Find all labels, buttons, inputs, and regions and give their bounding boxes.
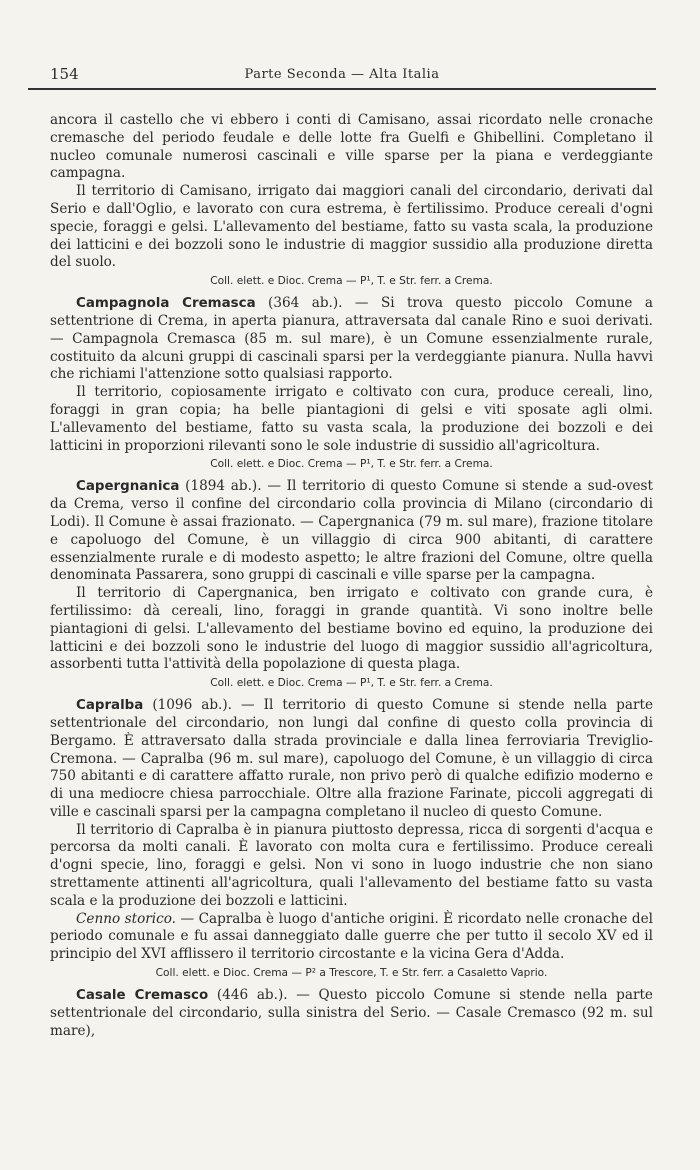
entry-paragraph <box>50 295 653 384</box>
entry-name: Capergnanica <box>76 479 180 495</box>
entry-name: Casale Cremasco <box>76 988 209 1004</box>
page-number: 154 <box>50 65 79 83</box>
entry-paragraph <box>50 697 653 822</box>
collegio-line: Coll. elett. e Dioc. Crema — P¹, T. e Str. ferr. a Crema. <box>210 458 493 471</box>
entry-paragraph <box>50 987 653 1040</box>
paragraph: Il territorio di Capergnanica, ben irrigato e coltivato con grande cura, è fertilissimo: dà cereali, lino, foraggi in grande quantità. Vi sono inoltre belle piantagioni di gelsi. L'allevamento del bestiame bovino ed equino, la produzione dei latticini e dei bozzoli sono le industrie del luogo di maggior sussidio all'agricoltura, assorbenti tutta l'attività della popolazione di questa plaga. <box>50 585 653 673</box>
history-text: — Capralba è luogo d'antiche origini. È ricordato nelle cronache del periodo comunale e fu assai danneggiato dalle guerre che per tutto il secolo XV ed il principio del XVI afflissero il territorio circostante e la vicina Gera d'Adda. <box>50 910 653 963</box>
collegio-line: Coll. elett. e Dioc. Crema — P¹, T. e Str. ferr. a Crema. <box>210 677 493 690</box>
entry-name: Campagnola Cremasca <box>76 296 256 312</box>
entry-text: (1096 ab.). — Il territorio di questo Comune si stende nella parte settentrionale del circondario, non lungi dal confine di questo colla provincia di Bergamo. È attraversato dalla strada provinciale e dalla linea ferroviaria Treviglio-Cremona. — Capralba (96 m. sul mare), capoluogo del Comune, è un villaggio di circa 750 abitanti e di carattere affatto rurale, non privo però di qualche edifizio moderno e di una mediocre chiesa parrocchiale. Oltre alla frazione Farinate, piccoli aggregati di ville e cascinali sparsi per la campagna completano il nucleo di questo Comune. <box>50 697 653 820</box>
page-header <box>28 64 656 90</box>
paragraph: Il territorio di Capralba è in pianura piuttosto depressa, ricca di sorgenti d'acqua e percorsa da molti canali. È lavorato con molta cura e fertilissimo. Produce cereali d'ogni specie, lino, foraggi e gelsi. Non vi sono in luogo industrie che non siano strettamente attinenti all'agricoltura, quali l'allevamento del bestiame fatto su vasta scala e la produzione dei bozzoli e latticini. <box>50 821 653 909</box>
entry-name: Capralba <box>76 698 144 714</box>
entry-text: (364 ab.). — Si trova questo piccolo Comune a settentrione di Crema, in aperta pianura, attraversata dal canale Rino e suoi derivati. — Campagnola Cremasca (85 m. sul mare), è un Comune essenzialmente rurale, costituito da alcuni gruppi di cascinali sparsi per la verdeggiante pianura. Nulla havvi che richiami l'attenzione sotto qualsiasi rapporto. <box>50 295 653 383</box>
history-paragraph <box>50 911 653 964</box>
collegio-line: Coll. elett. e Dioc. Crema — P¹, T. e Str. ferr. a Crema. <box>210 275 493 288</box>
page-body <box>50 112 653 1040</box>
entry-paragraph <box>50 478 653 585</box>
running-title: Parte Seconda — Alta Italia <box>244 67 440 82</box>
history-label: Cenno storico. <box>76 910 176 927</box>
paragraph: Il territorio di Camisano, irrigato dai maggiori canali del circondario, derivati dal Serio e dall'Oglio, e lavorato con cura estrema, è fertilissimo. Produce cereali d'ogni specie, foraggi e gelsi. L'allevamento del bestiame, fatto su vasta scala, la produzione dei latticini e dei bozzoli sono le industrie di maggior sussidio alla produzione diretta del suolo. <box>50 183 653 271</box>
entry-text: (1894 ab.). — Il territorio di questo Comune si stende a sud-ovest da Crema, verso il confine del circondario colla provincia di Milano (circondario di Lodi). Il Comune è assai frazionato. — Capergnanica (79 m. sul mare), frazione titolare e capoluogo del Comune, è un villaggio di circa 900 abitanti, di carattere essenzialmente rurale e di modesto aspetto; le altre frazioni del Comune, oltre quella denominata Passarera, sono gruppi di cascinali e ville sparse per la campagna. <box>50 478 653 584</box>
entry-text: (446 ab.). — Questo piccolo Comune si stende nella parte settentrionale del circondario, sulla sinistra del Serio. — Casale Cremasco (92 m. sul mare), <box>50 987 653 1039</box>
collegio-line: Coll. elett. e Dioc. Crema — P² a Trescore, T. e Str. ferr. a Casaletto Vaprio. <box>155 967 548 980</box>
paragraph: ancora il castello che vi ebbero i conti di Camisano, assai ricordato nelle cronache cremasche del periodo feudale e delle lotte fra Guelfi e Ghibellini. Completano il nucleo comunale numerosi cascinali e ville sparse per la piana e verdeggiante campagna. <box>50 112 653 182</box>
paragraph: Il territorio, copiosamente irrigato e coltivato con cura, produce cereali, lino, foraggi in gran copia; ha belle piantagioni di gelsi e viti sposate agli olmi. L'allevamento del bestiame, fatto su vasta scala, la produzione dei bozzoli e dei latticini in proporzioni rilevanti sono le sole industrie di sussidio all'agricoltura. <box>50 384 653 454</box>
